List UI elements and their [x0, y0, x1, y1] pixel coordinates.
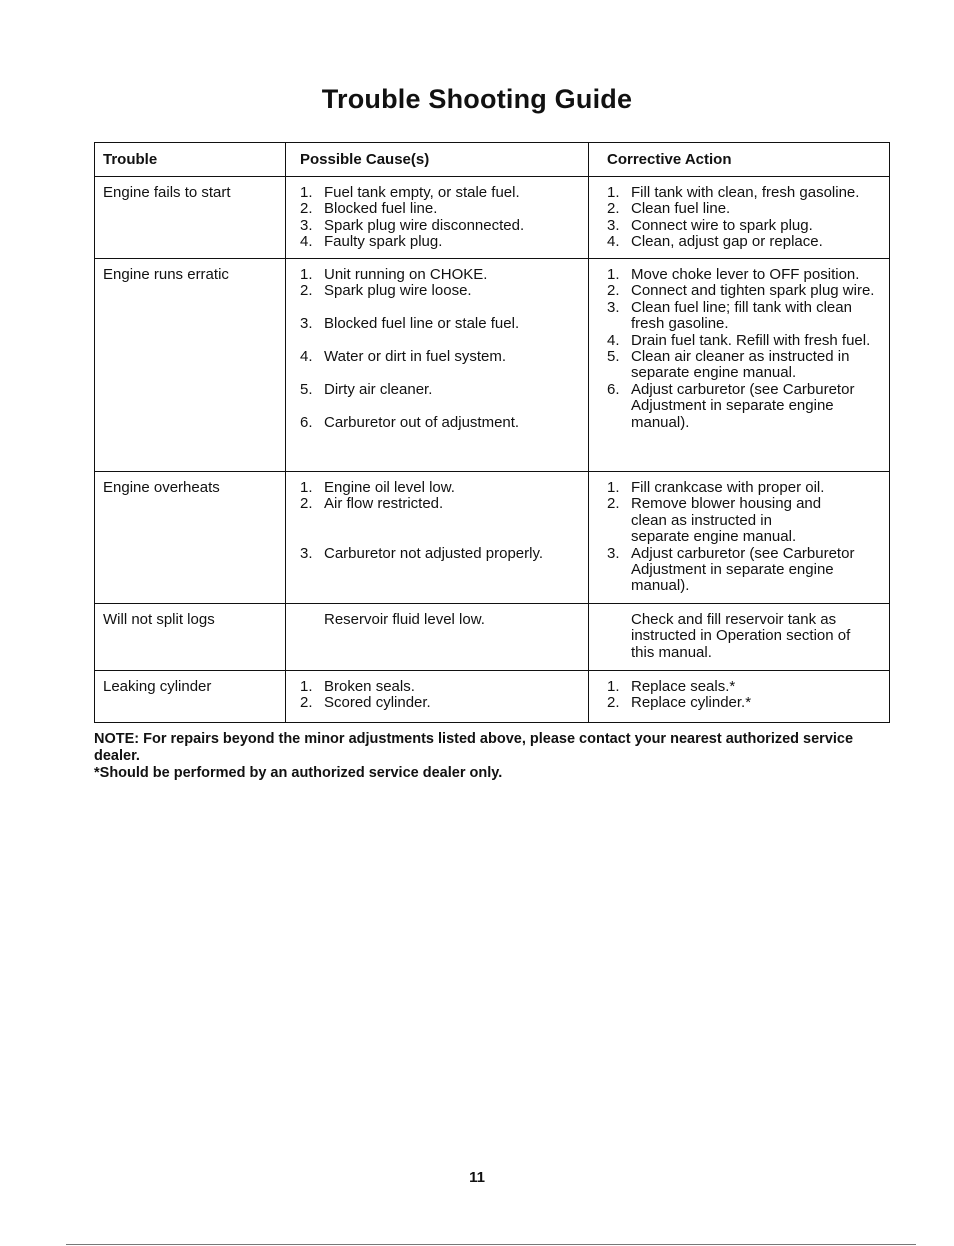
item-number: 4. [300, 233, 313, 251]
item-text: Carburetor not adjusted properly. [324, 544, 544, 562]
list-item [300, 267, 580, 283]
header-corrective-action: Corrective Action [588, 143, 889, 176]
actions-cell [588, 259, 889, 471]
trouble-cell: Engine overheats [103, 479, 220, 496]
list-item [300, 679, 580, 695]
item-number: 3. [607, 216, 620, 234]
item-text: Clean fuel line; fill tank with clean fresh gasoline. [631, 298, 852, 333]
actions-cell [588, 472, 889, 603]
trouble-cell: Engine runs erratic [103, 266, 229, 283]
item-text: Fill tank with clean, fresh gasoline. [631, 184, 860, 201]
item-text: Spark plug wire disconnected. [324, 216, 525, 234]
item-text: Adjust carburetor (see Carburetor Adjustment in separate engine manual). [631, 380, 855, 431]
list-item [300, 218, 580, 234]
list-item [300, 612, 580, 628]
list-item [607, 612, 881, 661]
list-item [607, 546, 881, 595]
item-number: 2. [607, 200, 620, 218]
list-item [607, 679, 881, 695]
item-number: 3. [300, 315, 313, 333]
list-item [300, 695, 580, 711]
list-item [607, 234, 881, 250]
item-number: 2. [607, 282, 620, 300]
list-item [300, 316, 580, 332]
item-text: Carburetor out of adjustment. [324, 413, 520, 431]
table-row [95, 258, 889, 471]
causes-cell [285, 177, 588, 258]
header-possible-causes: Possible Cause(s) [285, 143, 588, 176]
table-header-row [95, 143, 889, 176]
actions-cell [588, 177, 889, 258]
item-text: Clean air cleaner as instructed in separate engine manual. [631, 348, 850, 382]
item-number: 1. [607, 266, 620, 283]
item-text: Spark plug wire loose. [324, 282, 472, 300]
bottom-rule [66, 1244, 916, 1245]
trouble-cell: Leaking cylinder [103, 678, 212, 695]
item-text: Replace seals.* [631, 678, 736, 695]
list-item [300, 496, 580, 512]
causes-cell [285, 604, 588, 670]
item-text: Connect wire to spark plug. [631, 216, 813, 234]
item-text: Blocked fuel line or stale fuel. [324, 315, 520, 333]
item-text: Adjust carburetor (see Carburetor Adjustment in separate engine manual). [631, 544, 855, 595]
header-trouble: Trouble [103, 151, 158, 168]
item-number: 4. [607, 331, 620, 349]
item-text: Clean fuel line. [631, 200, 731, 218]
list-item [607, 382, 881, 431]
page-title: Trouble Shooting Guide [321, 84, 633, 114]
item-text: Broken seals. [324, 678, 415, 695]
actions-cell [588, 671, 889, 722]
item-number: 2. [300, 495, 313, 513]
list-item [300, 349, 580, 365]
actions-cell [588, 604, 889, 670]
list-item [300, 185, 580, 201]
item-number: 1. [607, 479, 620, 496]
list-item [607, 267, 881, 283]
list-item [300, 234, 580, 250]
item-number: 1. [607, 184, 620, 201]
item-number: 3. [607, 544, 620, 562]
item-text: Unit running on CHOKE. [324, 266, 488, 283]
notes [94, 731, 894, 782]
item-number: 3. [607, 298, 620, 316]
list-item [607, 695, 881, 711]
item-number: 1. [607, 678, 620, 695]
table-row [95, 603, 889, 670]
item-number: 2. [300, 694, 313, 712]
item-text: Faulty spark plug. [324, 233, 443, 251]
item-number: 1. [300, 479, 313, 496]
list-item [300, 382, 580, 398]
item-number: 2. [607, 495, 620, 513]
list-item [607, 349, 881, 382]
list-item [607, 218, 881, 234]
item-text: Dirty air cleaner. [324, 380, 433, 398]
item-text: Connect and tighten spark plug wire. [631, 282, 875, 300]
list-item [607, 496, 881, 545]
item-number: 1. [300, 678, 313, 695]
item-text: Scored cylinder. [324, 694, 431, 712]
list-item [607, 185, 881, 201]
item-number: 1. [300, 266, 313, 283]
item-text: Water or dirt in fuel system. [324, 348, 506, 365]
list-item [607, 480, 881, 496]
item-text: Fuel tank empty, or stale fuel. [324, 184, 520, 201]
item-number: 2. [300, 282, 313, 300]
item-number: 5. [607, 348, 620, 366]
item-text: Air flow restricted. [324, 495, 444, 513]
item-text: Replace cylinder.* [631, 694, 752, 712]
item-text: Check and fill reservoir tank as instructed in Operation section of this manual. [631, 611, 851, 661]
item-number: 1. [300, 184, 313, 201]
item-text: Blocked fuel line. [324, 200, 438, 218]
item-text: Reservoir fluid level low. [324, 611, 485, 628]
list-item [300, 283, 580, 299]
item-text: Fill crankcase with proper oil. [631, 479, 825, 496]
item-number: 3. [300, 544, 313, 562]
item-text: Move choke lever to OFF position. [631, 266, 860, 283]
page-number: 11 [469, 1169, 485, 1186]
list-item [607, 283, 881, 299]
footnote: *Should be performed by an authorized service dealer only. [94, 765, 503, 781]
item-number: 4. [607, 233, 620, 251]
item-number: 3. [300, 216, 313, 234]
item-number: 2. [300, 200, 313, 218]
item-number: 6. [300, 413, 313, 431]
trouble-cell: Engine fails to start [103, 184, 231, 201]
trouble-shooting-table [94, 142, 890, 723]
list-item [607, 333, 881, 349]
repair-note: NOTE: For repairs beyond the minor adjustments listed above, please contact your nearest authorized service dealer. [94, 731, 854, 764]
list-item [300, 201, 580, 217]
causes-cell [285, 472, 588, 603]
causes-cell [285, 671, 588, 722]
table-row [95, 670, 889, 722]
item-text: Clean, adjust gap or replace. [631, 233, 823, 251]
item-text: Remove blower housing and clean as instructed in separate engine manual. [631, 495, 822, 546]
causes-cell [285, 259, 588, 471]
item-number: 2. [607, 694, 620, 712]
list-item [300, 415, 580, 431]
item-text: Engine oil level low. [324, 479, 455, 496]
list-item [300, 546, 580, 562]
item-number: 6. [607, 380, 620, 398]
trouble-cell: Will not split logs [103, 611, 215, 628]
list-item [607, 300, 881, 333]
item-number: 4. [300, 348, 313, 365]
item-number: 5. [300, 380, 313, 398]
list-item [300, 480, 580, 496]
item-text: Drain fuel tank. Refill with fresh fuel. [631, 331, 871, 349]
list-item [607, 201, 881, 217]
table-row [95, 471, 889, 603]
table-row [95, 176, 889, 258]
